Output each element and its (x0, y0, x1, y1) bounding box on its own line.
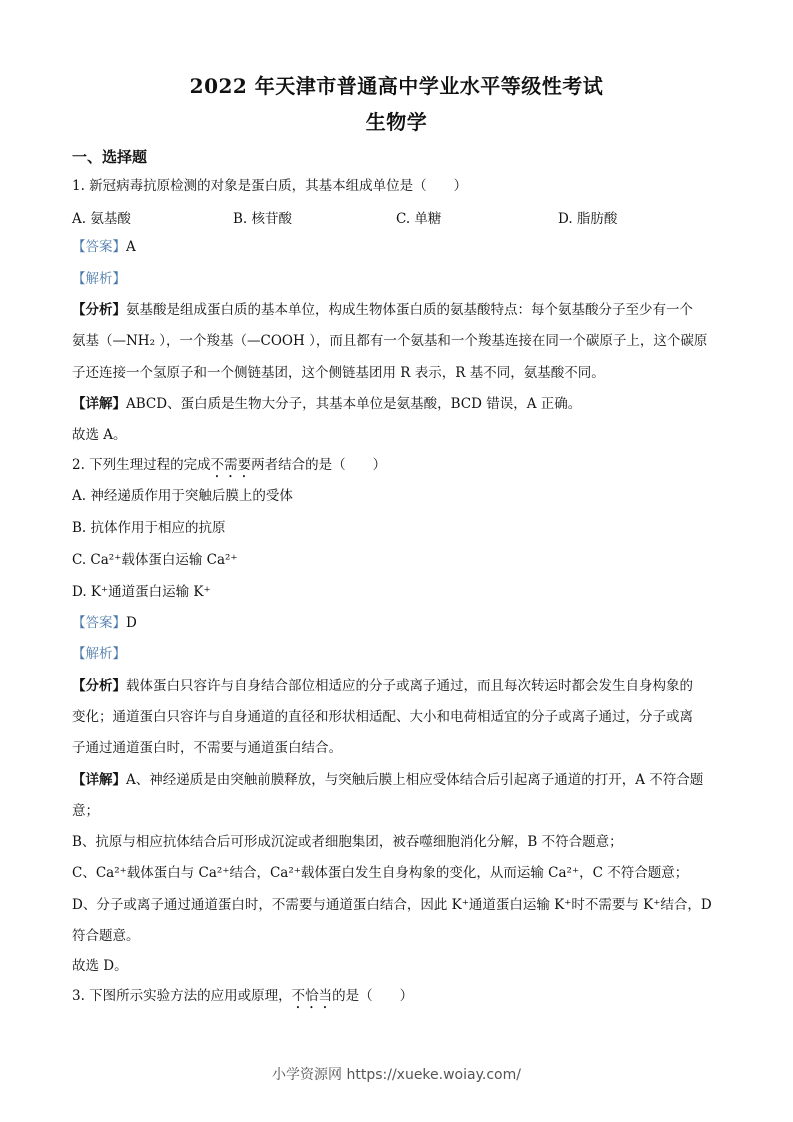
q2-option-c: C. Ca²⁺载体蛋白运输 Ca²⁺ (72, 552, 238, 568)
q1-fenxi-line-3: 子还连接一个氢原子和一个侧链基团，这个侧链基团用 R 表示，R 基不同，氨基酸不同。 (72, 365, 605, 381)
fenxi-tag: 【分析】 (72, 302, 126, 318)
q1-fenxi-line-1: 【分析】氨基酸是组成蛋白质的基本单位，构成生物体蛋白质的氨基酸特点：每个氨基酸分子至少有一个 (72, 302, 693, 318)
q2-xiangjie-line-3: B、抗原与相应抗体结合后可形成沉淀或者细胞集团，被吞噬细胞消化分解，B 不符合题意； (72, 834, 623, 850)
q2-answer (72, 614, 137, 632)
q2-fenxi-line-2: 变化；通道蛋白只容许与自身通道的直径和形状相适配、大小和电荷相适宜的分子或离子通过，分子或离 (72, 709, 693, 725)
q2-xiangjie-line-1: 【详解】A、神经递质是由突触前膜释放，与突触后膜上相应受体结合后引起离子通道的打开，A 不符合题 (72, 772, 704, 788)
q2-conclusion: 故选 D。 (72, 958, 128, 974)
q1-xiangjie: 【详解】ABCD、蛋白质是生物大分子，其基本单位是氨基酸，BCD 错误，A 正确。 (72, 396, 582, 412)
answer-value: D (126, 615, 137, 631)
q2-option-d: D. K⁺通道蛋白运输 K⁺ (72, 584, 211, 600)
q2-xiangjie-line-4: C、Ca²⁺载体蛋白与 Ca²⁺结合，Ca²⁺载体蛋白发生自身构象的变化，从而运输 Ca²⁺，C 不符合题意； (72, 865, 689, 881)
answer-tag: 【答案】 (72, 615, 126, 631)
subject-title: 生物学 (365, 110, 428, 134)
q2-option-a: A. 神经递质作用于突触后膜上的受体 (72, 488, 293, 504)
q1-option-b: B. 核苷酸 (233, 211, 293, 227)
q2-fenxi-line-3: 子通过通道蛋白时，不需要与通道蛋白结合。 (72, 740, 342, 756)
question-2-stem: 2. 下列生理过程的完成不需要两者结合的是（ ） (72, 457, 387, 473)
q2-analysis-tag: 【解析】 (72, 646, 126, 662)
emphasis-text: 不恰当 (291, 988, 333, 1004)
q1-analysis-tag: 【解析】 (72, 271, 126, 287)
q2-xiangjie-line-6: 符合题意。 (72, 928, 140, 944)
xiangjie-tag: 【详解】 (72, 396, 126, 412)
q2-xiangjie-line-2: 意； (72, 803, 99, 819)
q1-option-d: D. 脂肪酸 (558, 211, 618, 227)
q2-fenxi-line-1: 【分析】载体蛋白只容许与自身结合部位相适应的分子或离子通过，而且每次转运时都会发生自身构象的 (72, 678, 693, 694)
q1-conclusion: 故选 A。 (72, 427, 127, 443)
question-1-stem: 1. 新冠病毒抗原检测的对象是蛋白质，其基本组成单位是（ ） (72, 178, 468, 194)
xiangjie-tag: 【详解】 (72, 772, 126, 788)
fenxi-tag: 【分析】 (72, 678, 126, 694)
q1-answer (72, 238, 136, 256)
q1-option-c: C. 单糖 (396, 211, 442, 227)
question-3-stem: 3. 下图所示实验方法的应用或原理，不恰当的是（ ） (72, 988, 414, 1004)
q1-fenxi-line-2: 氨基（—NH₂ ），一个羧基（—COOH ），而且都有一个氨基和一个羧基连接在同一个碳原子上，这个碳原 (72, 333, 708, 349)
watermark-footer: 小学资源网 https://xueke.woiay.com/ (272, 1067, 521, 1083)
emphasis-text: 不需要 (210, 457, 252, 473)
section-heading: 一、选择题 (72, 148, 148, 166)
answer-value: A (126, 239, 136, 255)
q2-option-b: B. 抗体作用于相应的抗原 (72, 520, 226, 536)
exam-title: 2022 年天津市普通高中学业水平等级性考试 (189, 74, 604, 98)
answer-tag: 【答案】 (72, 239, 126, 255)
q1-option-a: A. 氨基酸 (72, 211, 131, 227)
q2-xiangjie-line-5: D、分子或离子通过通道蛋白时，不需要与通道蛋白结合，因此 K⁺通道蛋白运输 K⁺时不需要与 K⁺结合，D (72, 897, 712, 913)
